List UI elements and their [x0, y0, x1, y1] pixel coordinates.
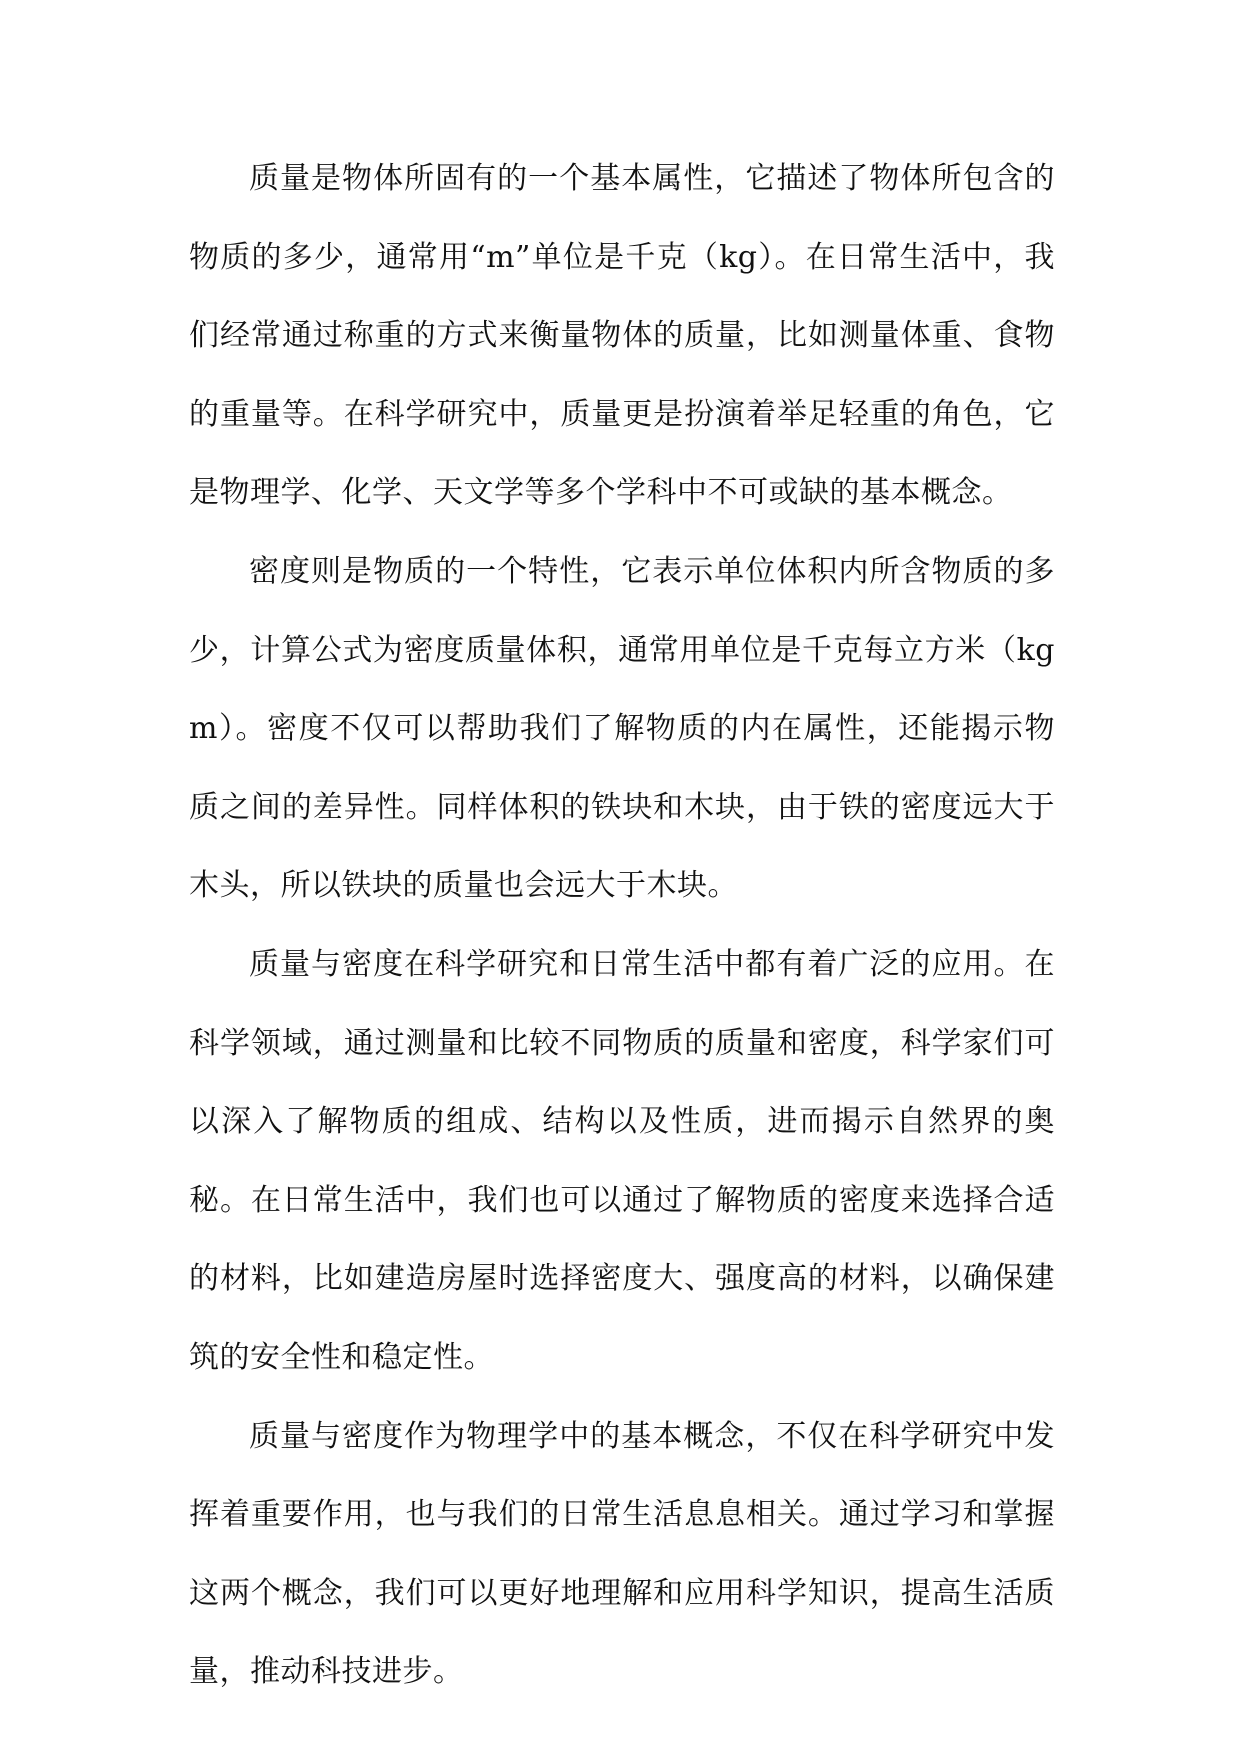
- paragraph-mass: 质量是物体所固有的一个基本属性，它描述了物体所包含的物质的多少，通常用“m”单位是千克（kg）。在日常生活中，我们经常通过称重的方式来衡量物体的质量，比如测量体重、食物的重量等。在科学研究中，质量更是扮演着举足轻重的角色，它是物理学、化学、天文学等多个学科中不可或缺的基本概念。: [189, 161, 1055, 511]
- paragraph-applications: 质量与密度在科学研究和日常生活中都有着广泛的应用。在科学领域，通过测量和比较不同物质的质量和密度，科学家们可以深入了解物质的组成、结构以及性质，进而揭示自然界的奥秘。在日常生活中，我们也可以通过了解物质的密度来选择合适的材料，比如建造房屋时选择密度大、强度高的材料，以确保建筑的安全性和稳定性。: [189, 946, 1055, 1375]
- paragraph-conclusion: 质量与密度作为物理学中的基本概念，不仅在科学研究中发挥着重要作用，也与我们的日常生活息息相关。通过学习和掌握这两个概念，我们可以更好地理解和应用科学知识，提高生活质量，推动科技进步。: [189, 1418, 1055, 1690]
- document-body: [189, 140, 1055, 1712]
- paragraph-density: 密度则是物质的一个特性，它表示单位体积内所含物质的多少，计算公式为密度质量体积，通常用单位是千克每立方米（kgm）。密度不仅可以帮助我们了解物质的内在属性，还能揭示物质之间的差异性。同样体积的铁块和木块，由于铁的密度远大于木头，所以铁块的质量也会远大于木块。: [189, 553, 1055, 904]
